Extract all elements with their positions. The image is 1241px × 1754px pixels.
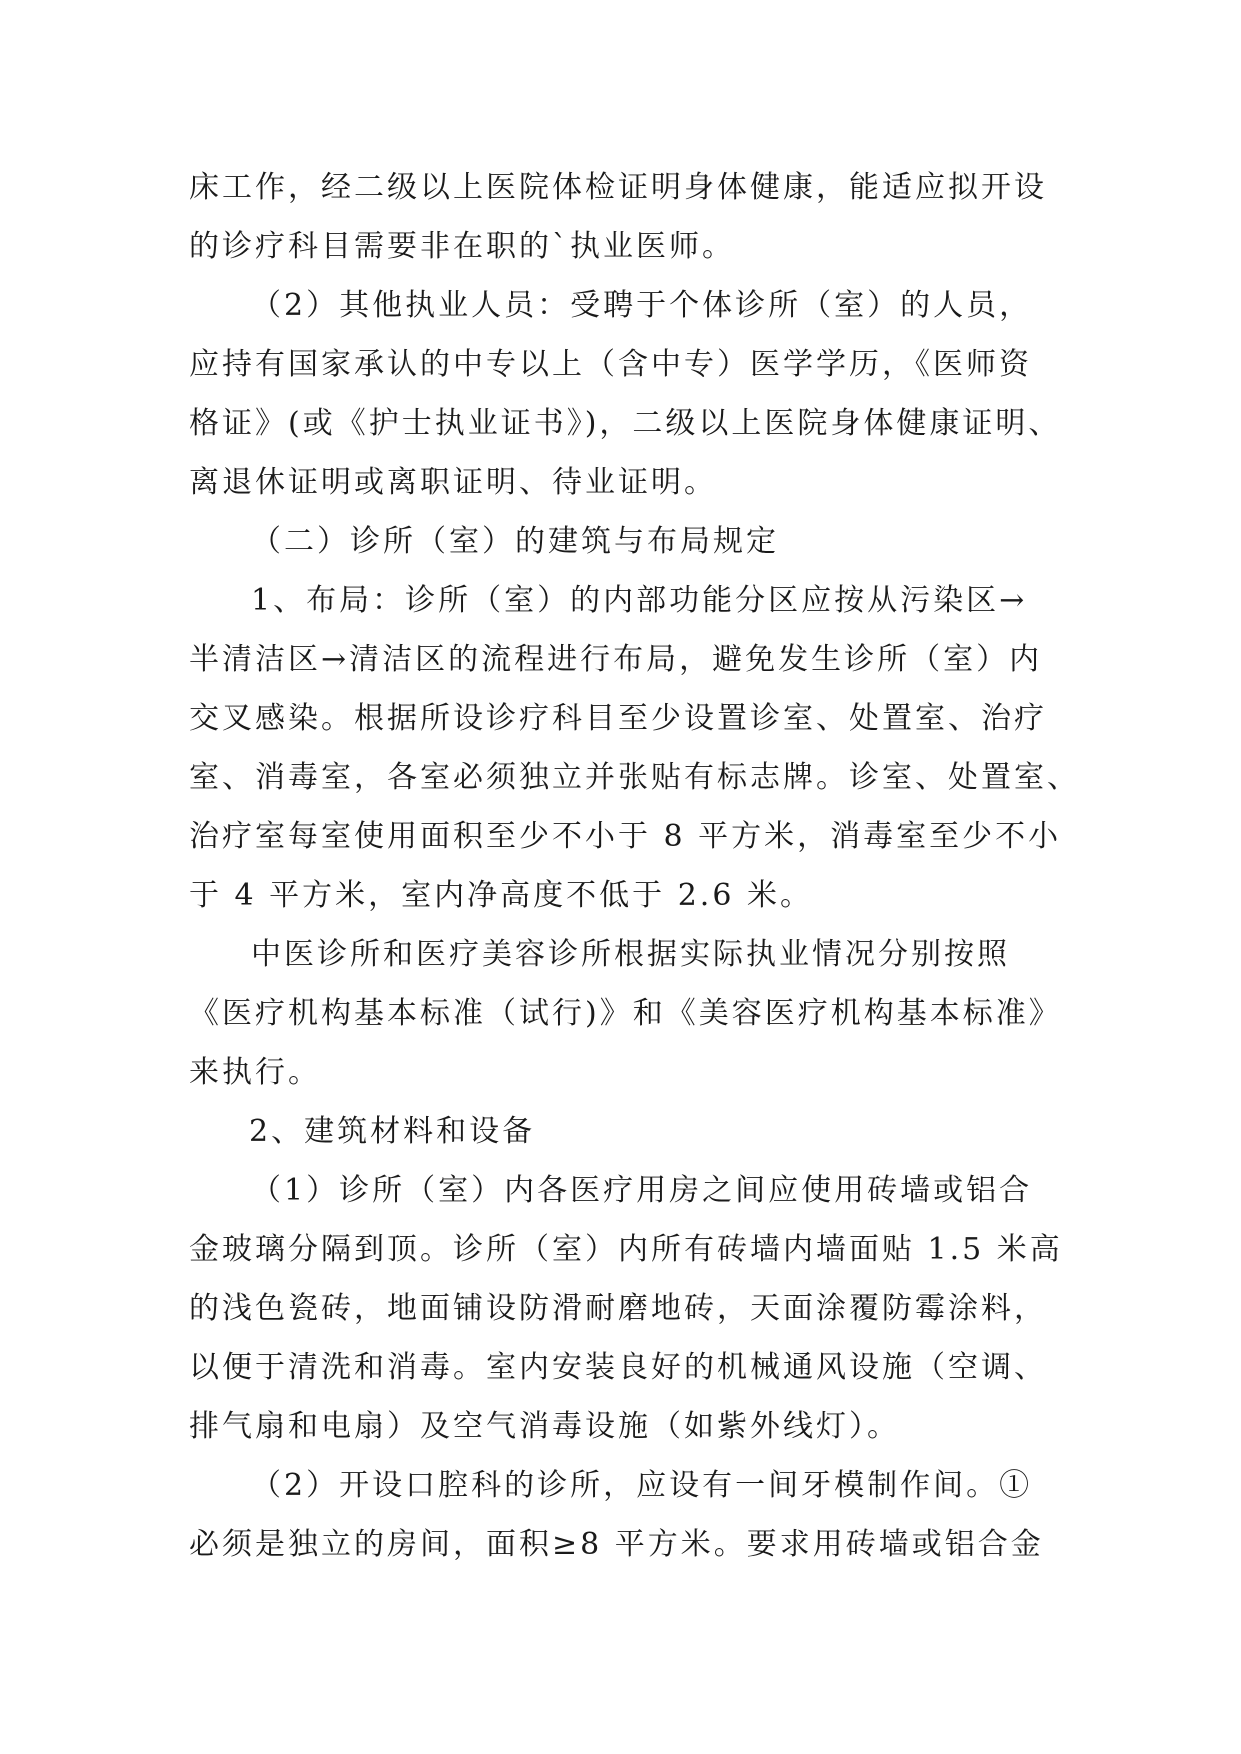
document-body	[189, 158, 1080, 1574]
text-line: 于 4 平方米，室内净高度不低于 2.6 米。	[189, 878, 813, 913]
text-line: 中医诊所和医疗美容诊所根据实际执业情况分别按照	[251, 937, 1010, 972]
text-line: （1）诊所（室）内各医疗用房之间应使用砖墙或铝合	[251, 1173, 1033, 1208]
text-line: 《医疗机构基本标准（试行)》和《美容医疗机构基本标准》	[189, 996, 1062, 1031]
text-line: （2）其他执业人员：受聘于个体诊所（室）的人员，	[251, 288, 1033, 323]
text-line: 交叉感染。根据所设诊疗科目至少设置诊室、处置室、治疗	[189, 701, 1047, 736]
text-line: 离退休证明或离职证明、待业证明。	[189, 465, 717, 500]
text-line: （2）开设口腔科的诊所，应设有一间牙模制作间。①	[251, 1468, 1033, 1503]
section-heading: （二）诊所（室）的建筑与布局规定	[251, 524, 779, 559]
text-line: 金玻璃分隔到顶。诊所（室）内所有砖墙内墙面贴 1.5 米高	[189, 1232, 1063, 1267]
text-line: 以便于清洗和消毒。室内安装良好的机械通风设施（空调、	[189, 1350, 1047, 1385]
text-line: 必须是独立的房间，面积≥8 平方米。要求用砖墙或铝合金	[189, 1527, 1044, 1562]
text-line: 排气扇和电扇）及空气消毒设施（如紫外线灯）。	[189, 1409, 900, 1444]
text-line: 治疗室每室使用面积至少不小于 8 平方米，消毒室至少不小	[189, 819, 1062, 854]
text-line: 格证》(或《护士执业证书》)，二级以上医院身体健康证明、	[189, 406, 1062, 441]
text-line: 来执行。	[189, 1055, 321, 1090]
text-line: 室、消毒室，各室必须独立并张贴有标志牌。诊室、处置室、	[189, 760, 1080, 795]
text-line: 1、布局：诊所（室）的内部功能分区应按从污染区→	[251, 583, 1028, 618]
text-line: 应持有国家承认的中专以上（含中专）医学学历，《医师资	[189, 347, 1032, 382]
text-line: 床工作，经二级以上医院体检证明身体健康，能适应拟开设	[189, 170, 1047, 205]
text-line: 的诊疗科目需要非在职的`执业医师。	[189, 229, 735, 264]
section-heading: 2、建筑材料和设备	[249, 1114, 536, 1149]
text-line: 半清洁区→清洁区的流程进行布局，避免发生诊所（室）内	[189, 642, 1043, 677]
text-line: 的浅色瓷砖，地面铺设防滑耐磨地砖，天面涂覆防霉涂料，	[189, 1291, 1047, 1326]
